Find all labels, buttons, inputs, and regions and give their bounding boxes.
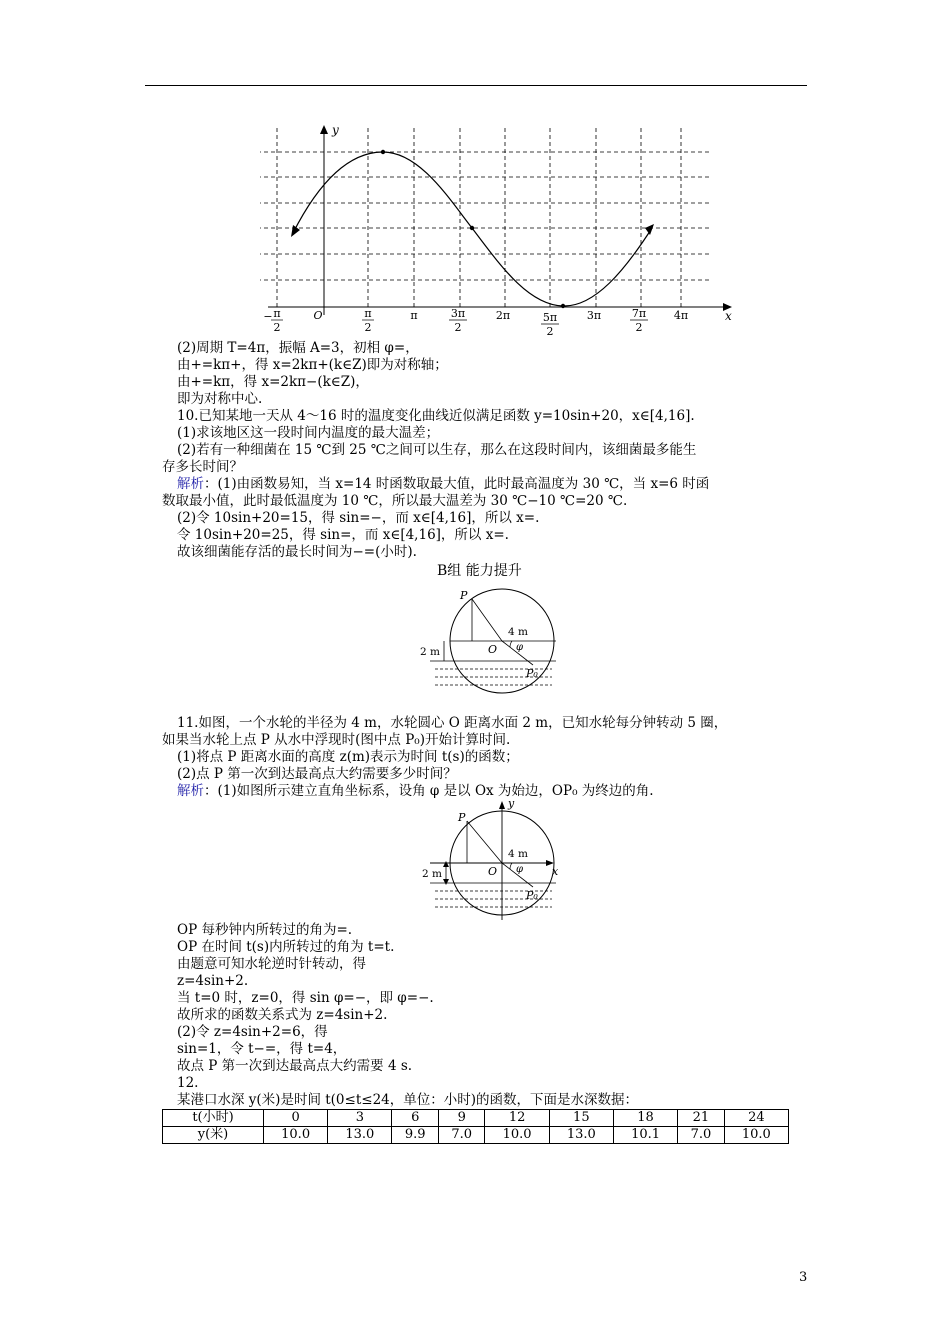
table-row <box>163 1110 789 1127</box>
tick-label: π <box>364 307 372 320</box>
text-line: 某港口水深 y(米)是时间 t(0≤t≤24，单位：小时)的函数，下面是水深数据： <box>177 1092 639 1108</box>
table-header-cell: t(小时) <box>163 1110 264 1127</box>
tick-label: 2 <box>546 325 554 338</box>
text-line: sin=1，令 t−=，得 t=4， <box>177 1041 347 1057</box>
header-rule <box>145 85 807 86</box>
angle-label: φ <box>516 642 524 653</box>
table-cell: 7.0 <box>438 1127 485 1144</box>
tick-label: 2 <box>273 321 281 334</box>
tick-label: 3π <box>450 307 466 320</box>
text-line: OP 在时间 t(s)内所转过的角为 t=t. <box>177 939 395 955</box>
tick-label: 7π <box>631 307 647 320</box>
table-cell: 10.1 <box>613 1127 677 1144</box>
solution-line <box>177 783 654 800</box>
depth-label: 2 m <box>422 868 442 880</box>
water-wheel-figure-2 <box>420 795 570 920</box>
center-O: O <box>488 865 498 878</box>
tick-label: π <box>273 307 281 320</box>
text-line: (2)周期 T=4π，振幅 A=3，初相 φ=， <box>177 340 419 356</box>
sine-graph <box>260 120 760 350</box>
tick-label: 3π <box>586 309 602 322</box>
text-line: 故所求的函数关系式为 z=4sin+2. <box>177 1007 388 1023</box>
solution-label: 解析 <box>177 783 204 799</box>
text-line: 当 t=0 时，z=0，得 sin φ=−，即 φ=−. <box>177 990 434 1006</box>
solution-label: 解析 <box>177 476 204 492</box>
water-depth-table <box>162 1109 789 1144</box>
text-line: (2)令 z=4sin+2=6，得 <box>177 1024 328 1040</box>
page-number: 3 <box>799 1270 808 1285</box>
table-cell: 10.0 <box>724 1127 788 1144</box>
table-cell: 13.0 <box>549 1127 613 1144</box>
table-cell: 12 <box>485 1110 549 1127</box>
tick-label: 4π <box>673 309 689 322</box>
center-O: O <box>488 643 498 656</box>
text-line: 故点 P 第一次到达最高点大约需要 4 s. <box>177 1058 413 1074</box>
text-line: 存多长时间？ <box>162 459 243 475</box>
text-line: (2)令 10sin+20=15，得 sin=−，而 x∈[4,16]，所以 x=. <box>177 510 540 526</box>
table-header-cell: y(米) <box>163 1127 264 1144</box>
table-cell: 6 <box>392 1110 439 1127</box>
text-line: (2)点 P 第一次到达最高点大约需要多少时间？ <box>177 766 457 782</box>
text-line: z=4sin+2. <box>177 973 249 989</box>
point-P0: P₀ <box>526 889 538 902</box>
tick-label: π <box>410 309 418 322</box>
section-heading: B组 能力提升 <box>437 563 522 579</box>
text-line: 由题意可知水轮逆时针转动，得 <box>177 956 366 972</box>
text-line: (2)若有一种细菌在 15 ℃到 25 ℃之间可以生存，那么在这段时间内，该细菌最多能生 <box>177 442 697 458</box>
table-cell: 10.0 <box>264 1127 328 1144</box>
tick-label: 5π <box>542 311 558 324</box>
table-cell: 24 <box>724 1110 788 1127</box>
text-line: 即为对称中心. <box>177 391 263 407</box>
water-wheel-figure-1 <box>420 585 560 715</box>
text-line: 数取最小值，此时最低温度为 10 ℃，所以最大温差为 30 ℃−10 ℃=20 ℃. <box>162 493 628 509</box>
depth-label: 2 m <box>420 646 440 658</box>
table-cell: 21 <box>678 1110 725 1127</box>
text-line: OP 每秒钟内所转过的角为=. <box>177 922 353 938</box>
table-row <box>163 1127 789 1144</box>
text-line: 故该细菌能存活的最长时间为−=(小时). <box>177 544 417 560</box>
problem-11: 11.如图，一个水轮的半径为 4 m，水轮圆心 O 距离水面 2 m，已知水轮每分钟转动 5 圈， <box>177 715 728 731</box>
table-cell: 9 <box>438 1110 485 1127</box>
point-P0: P₀ <box>526 667 538 680</box>
point-P: P <box>460 589 468 602</box>
table-cell: 10.0 <box>485 1127 549 1144</box>
problem-10: 10.已知某地一天从 4～16 时的温度变化曲线近似满足函数 y=10sin+20，x∈[4,16]. <box>177 408 695 424</box>
tick-label: 2 <box>454 321 462 334</box>
table-cell: 0 <box>264 1110 328 1127</box>
tick-label: 2 <box>364 321 372 334</box>
x-axis-label: x <box>725 309 732 323</box>
y-axis-label: y <box>332 123 339 137</box>
text-line: 由+=kπ+，得 x=2kπ+(k∈Z)即为对称轴； <box>177 357 448 373</box>
solution-line <box>177 476 709 493</box>
tick-label: 2 <box>635 321 643 334</box>
tick-label: 2π <box>495 309 511 322</box>
table-cell: 15 <box>549 1110 613 1127</box>
text-line: 如果当水轮上点 P 从水中浮现时(图中点 P₀)开始计算时间. <box>162 732 511 748</box>
tick-label: − <box>263 310 273 323</box>
angle-label: φ <box>516 864 524 875</box>
text-line: (1)将点 P 距离水面的高度 z(m)表示为时间 t(s)的函数； <box>177 749 519 765</box>
axis-y-label: y <box>508 797 515 810</box>
table-cell: 18 <box>613 1110 677 1127</box>
solution-text: ：(1)由函数易知，当 x=14 时函数取最大值，此时最高温度为 30 ℃，当 x=6 时函 <box>204 476 710 492</box>
point-P: P <box>458 811 466 824</box>
text-line: 由+=kπ，得 x=2kπ−(k∈Z)， <box>177 374 369 390</box>
radius-label: 4 m <box>508 626 528 638</box>
text-line: 令 10sin+20=25，得 sin=，而 x∈[4,16]，所以 x=. <box>177 527 509 543</box>
table-cell: 7.0 <box>678 1127 725 1144</box>
radius-label: 4 m <box>508 848 528 860</box>
table-cell: 3 <box>328 1110 392 1127</box>
table-cell: 9.9 <box>392 1127 439 1144</box>
text-line: (1)求该地区这一段时间内温度的最大温差； <box>177 425 440 441</box>
solution-text: ：(1)如图所示建立直角坐标系，设角 φ 是以 Ox 为始边，OP₀ 为终边的角. <box>204 783 654 799</box>
axis-x-label: x <box>552 865 559 878</box>
origin-label: O <box>313 309 323 322</box>
problem-12: 12. <box>177 1075 199 1091</box>
table-cell: 13.0 <box>328 1127 392 1144</box>
